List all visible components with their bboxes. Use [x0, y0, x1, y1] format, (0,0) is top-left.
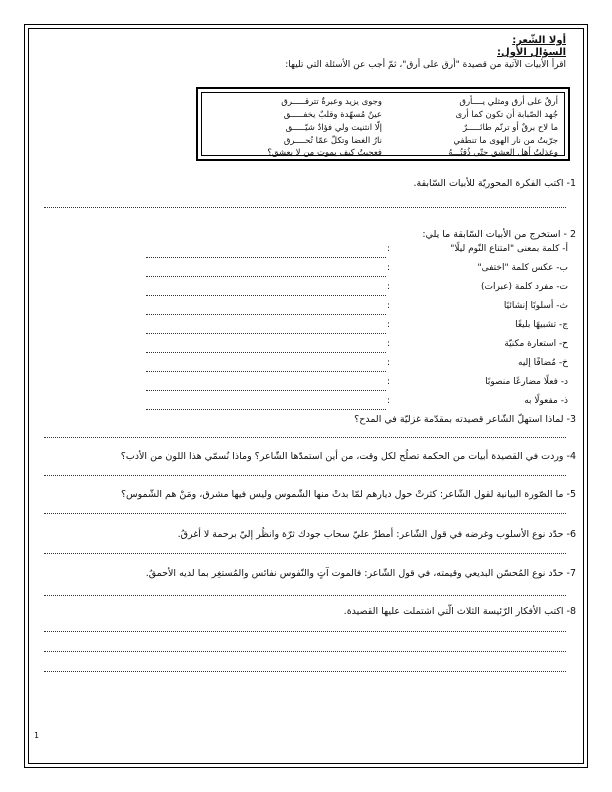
- verse-first-half: ما لاح برقٌ أو ترنّم طائـــــرٌ: [462, 123, 558, 133]
- answer-line[interactable]: [146, 389, 386, 391]
- verse-first-half: أرقٌ على أرق ومثلي يــــأرق: [459, 97, 558, 107]
- colon: :: [386, 244, 390, 254]
- colon: :: [386, 377, 390, 387]
- q2-item-t: ت- مفرد كلمة (عبرات): [481, 282, 568, 292]
- answer-line[interactable]: [44, 650, 566, 652]
- question-1: 1- اكتب الفكرة المحوريّة للأبيات السّابقة.: [413, 178, 576, 189]
- question-2: 2 - استخرج من الأبيات السّابقة ما يلي:: [422, 229, 576, 240]
- colon: :: [386, 396, 390, 406]
- answer-line[interactable]: [44, 512, 566, 514]
- answer-line[interactable]: [146, 370, 386, 372]
- question-7: 7- حدّد نوع المُحسّن البديعي وقيمته، في قول الشّاعر: فالموت آتٍ والنّفوس نفائس والمُستغِر بما لديه الأحمقُ.: [145, 568, 576, 579]
- answer-line[interactable]: [44, 474, 566, 476]
- answer-line[interactable]: [146, 332, 386, 334]
- answer-line[interactable]: [44, 206, 566, 208]
- question-3: 3- لماذا استهلّ الشّاعر قصيدته بمقدّمة غزليّة في المدح؟: [354, 414, 576, 425]
- question-title: السؤال الأول:: [497, 47, 566, 58]
- verse-second-half: وجوى يزيد وعبرةٌ تترقـــــرق: [281, 97, 382, 107]
- verse-second-half: نارُ الغضا وتكلّ عمّا تُحــــرق: [283, 136, 382, 146]
- answer-line[interactable]: [146, 313, 386, 315]
- answer-line[interactable]: [44, 436, 566, 438]
- colon: :: [386, 358, 390, 368]
- colon: :: [386, 263, 390, 273]
- poem-verse: [208, 95, 558, 109]
- question-8: 8- اكتب الأفكار الرّئيسة الثلاث الّتي اشتملت عليها القصيدة.: [343, 606, 576, 617]
- answer-line[interactable]: [146, 275, 386, 277]
- verse-first-half: وعذلتُ أهل العشق حتّى ذُقتُـــهُ: [448, 148, 558, 158]
- answer-line[interactable]: [44, 670, 566, 672]
- question-6: 6- حدّد نوع الأسلوب وغرضه في قول الشّاعر: أمطرْ عليّ سحاب جودك ثرّة وانظُر إليّ برحمة لا أغرقُ.: [177, 529, 576, 540]
- verse-first-half: جرّبتُ من نار الهوى ما تنطفي: [453, 136, 558, 146]
- verse-second-half: إلّا انثنيت ولي فؤادٌ شيّـــــق: [285, 123, 382, 133]
- verse-first-half: جُهد الصّبابة أن تكون كما أرى: [455, 110, 558, 120]
- q2-item-a: أ- كلمة بمعنى "امتناع النّوم ليلًا": [450, 244, 568, 254]
- q2-item-b: ب- عكس كلمة "اختفى": [477, 263, 568, 273]
- intro-text: اقرأ الأبيات الآتية من قصيدة "أرق على أرق"، ثمّ أجب عن الأسئلة التي تليها:: [285, 60, 566, 70]
- verse-second-half: عينٌ مُسهّدة وقلبٌ يخفـــــق: [283, 110, 382, 120]
- colon: :: [386, 320, 390, 330]
- poem-verse: [208, 121, 558, 135]
- poem-box: [196, 87, 570, 161]
- colon: :: [386, 282, 390, 292]
- colon: :: [386, 339, 390, 349]
- answer-line[interactable]: [146, 408, 386, 410]
- question-4: 4- وردت في القصيدة أبيات من الحكمة تصلُح لكل وقت، من أين استمدّها الشّاعر؟ وماذا نُسمّي هذا اللون من الأدب؟: [120, 451, 576, 462]
- answer-line[interactable]: [44, 552, 566, 554]
- verse-second-half: فعجبتُ كيف يموت من لا يعشق؟: [267, 148, 382, 158]
- q2-item-dh: ذ- مفعولًا به: [524, 396, 568, 406]
- answer-line[interactable]: [146, 351, 386, 353]
- answer-line[interactable]: [44, 594, 566, 596]
- section-title: أولا الشّعر:: [512, 35, 566, 46]
- answer-line[interactable]: [146, 256, 386, 258]
- colon: :: [386, 301, 390, 311]
- question-5: 5- ما الصّورة البيانية لقول الشّاعر: كثرتْ حول ديارهم لمّا بدتْ منها الشّموس وليس فيها مشرق، ومَنْ هم الشّموس؟: [120, 489, 576, 500]
- q2-item-d: د- فعلًا مضارعًا منصوبًا: [485, 377, 568, 387]
- poem-verse: [208, 146, 558, 160]
- q2-item-h: ح- استعارة مكنيّة: [504, 339, 568, 349]
- poem-verse: [208, 108, 558, 122]
- page-number: 1: [34, 731, 40, 740]
- answer-line[interactable]: [146, 294, 386, 296]
- q2-item-th: ث- أسلوبًا إنشائيًا: [503, 301, 568, 311]
- q2-item-kh: خ- مُضافًا إليه: [518, 358, 568, 368]
- header-block: [36, 35, 566, 72]
- q2-item-j: ج- تشبيهًا بليغًا: [515, 320, 568, 330]
- answer-line[interactable]: [44, 630, 566, 632]
